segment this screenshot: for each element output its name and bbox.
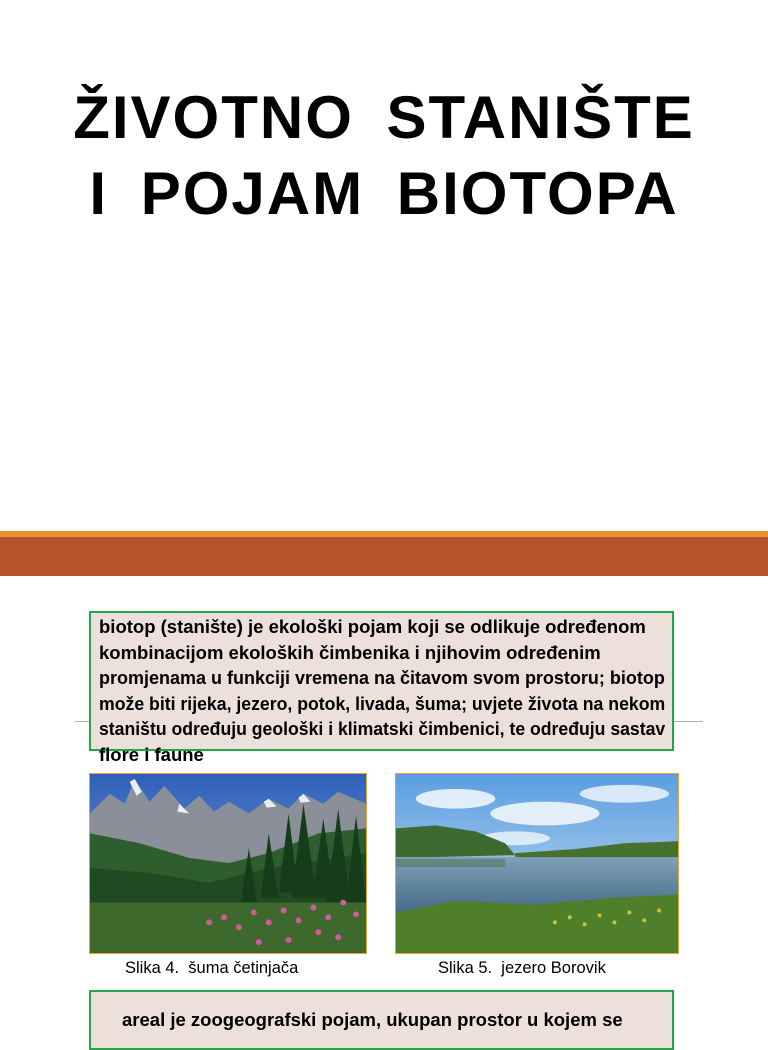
lake-photo (395, 773, 679, 954)
definition-line: flore i faune (99, 743, 204, 765)
title-line-2: I POJAM BIOTOPA (89, 160, 679, 227)
definition-line: kombinacijom ekoloških čimbenika i njihovim određenim (99, 641, 601, 663)
caption-lake: Slika 5. jezero Borovik (438, 959, 606, 977)
definition-line: može biti rijeka, jezero, potok, livada, šuma; uvjete života na nekom (99, 692, 666, 714)
slide-title (0, 80, 768, 232)
lake-illustration (396, 774, 678, 953)
header-band (0, 537, 768, 576)
definition-box (89, 611, 674, 765)
forest-illustration (90, 774, 366, 953)
definition-line: biotop (stanište) je ekološki pojam koji se odlikuje određenom (99, 616, 646, 637)
title-line-1: ŽIVOTNO STANIŠTE (73, 84, 695, 151)
areal-box (89, 990, 674, 1050)
areal-text: areal je zoogeografski pojam, ukupan prostor u kojem se (122, 1009, 623, 1030)
caption-forest: Slika 4. šuma četinjača (125, 959, 299, 977)
forest-photo (89, 773, 367, 954)
definition-line: promjenama u funkciji vremena na čitavom svom prostoru; biotop (99, 667, 665, 688)
definition-line: staništu određuju geološki i klimatski čimbenici, te određuju sastav (99, 718, 666, 739)
